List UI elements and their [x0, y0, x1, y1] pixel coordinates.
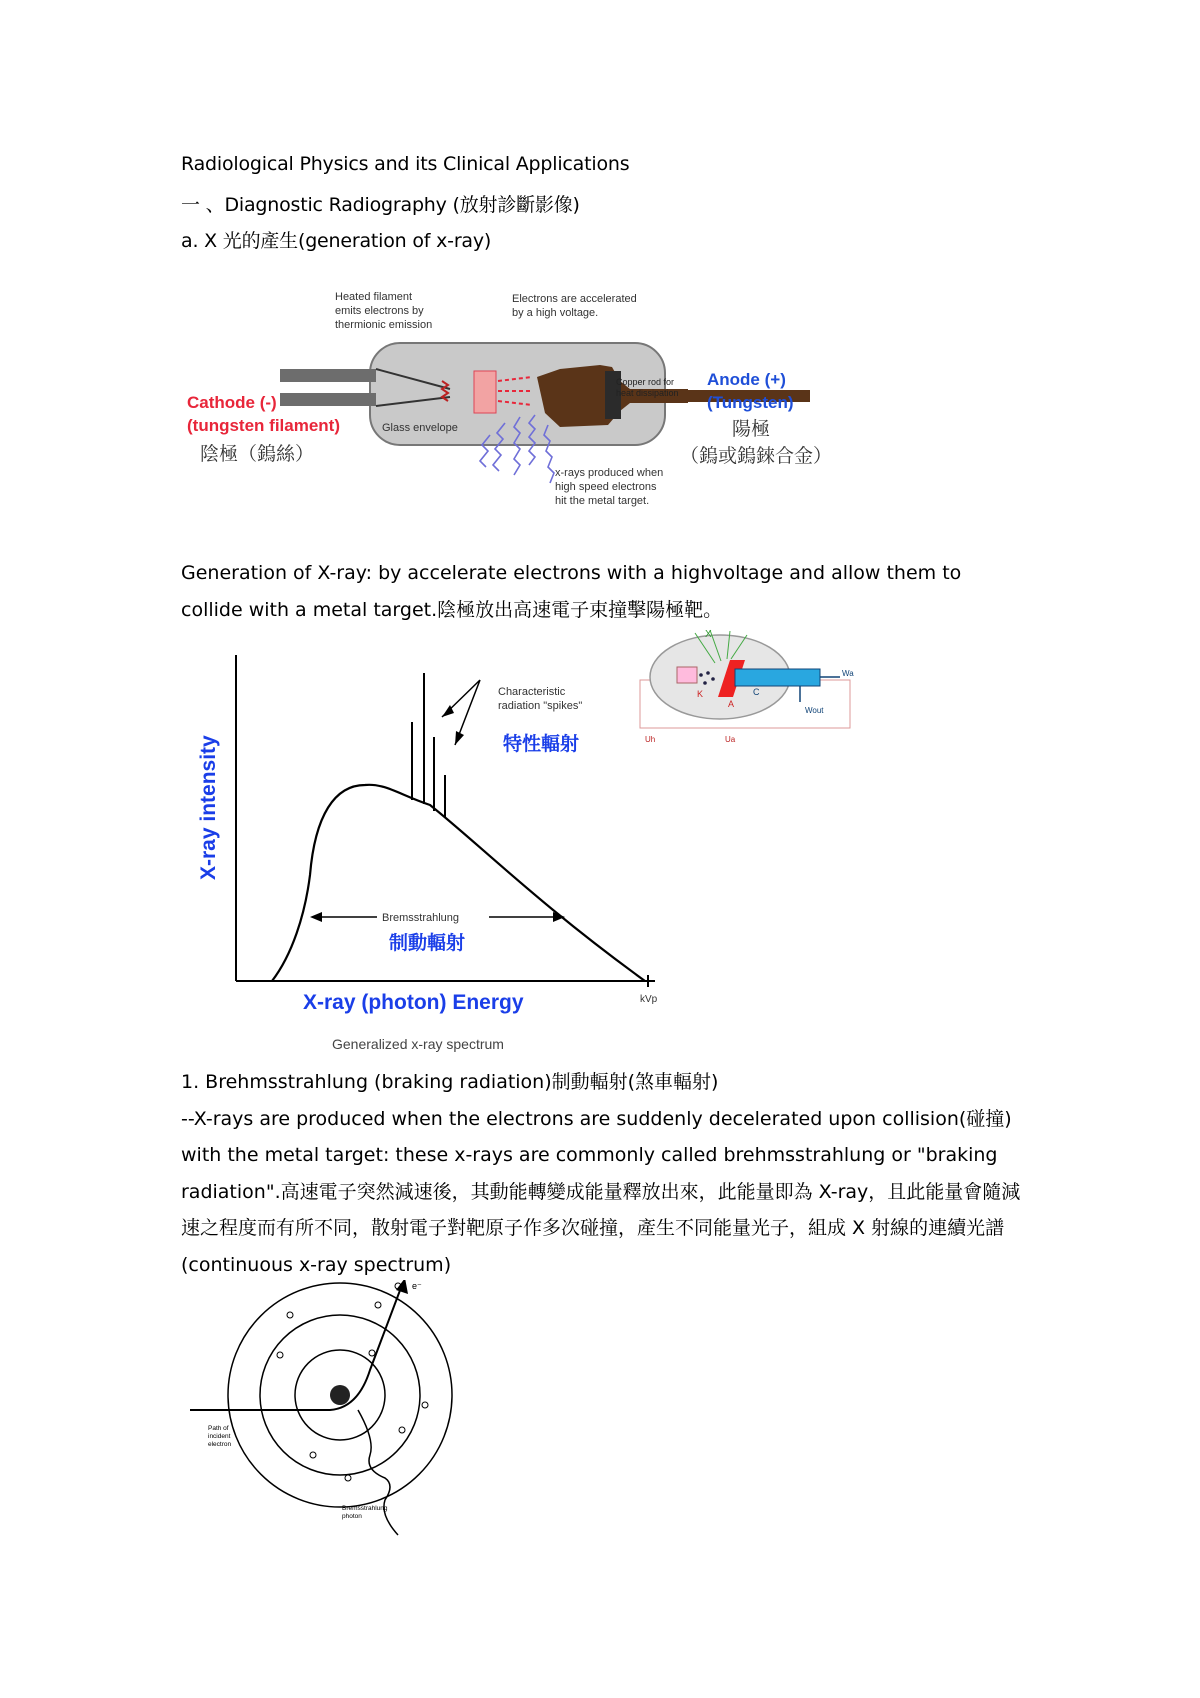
small-tube-schematic — [635, 625, 875, 755]
xrays-produced-label-2: high speed electrons — [555, 481, 657, 493]
bremsstrahlung-section — [181, 1064, 1021, 1283]
nucleus — [330, 1385, 350, 1405]
heated-filament-label-2: emits electrons by — [335, 305, 424, 317]
anode-cn-label-1: 陽極 — [732, 418, 771, 440]
incident-label-2: incident — [208, 1433, 231, 1440]
characteristic-spikes — [412, 673, 445, 817]
x-label-small: X — [705, 629, 712, 640]
xray-spectrum-figure — [180, 625, 680, 1065]
cathode-label-1: Cathode (-) — [187, 393, 277, 412]
bremsstrahlung-cn-label: 制動輻射 — [389, 932, 466, 954]
kvp-label: kVp — [640, 994, 658, 1005]
x-axis-label: X-ray (photon) Energy — [303, 991, 524, 1014]
subsection-heading: a. X 光的產生(generation of x-ray) — [181, 230, 492, 252]
bremsstrahlung-label: Bremsstrahlung — [382, 912, 460, 924]
wa-label-small: Wa — [842, 669, 854, 678]
incident-label-1: Path of — [208, 1425, 229, 1432]
characteristic-label-1: Characteristic — [498, 686, 566, 698]
cathode-label-2: (tungsten filament) — [187, 416, 340, 435]
wout-label-small: Wout — [805, 706, 824, 715]
electron-out-label: e⁻ — [412, 1281, 422, 1291]
spectrum-caption: Generalized x-ray spectrum — [332, 1036, 504, 1052]
characteristic-cn-label: 特性輻射 — [503, 733, 580, 755]
k-label-small: K — [697, 689, 704, 699]
copper-rod-label-1: Copper rod for — [616, 377, 675, 387]
section-heading: 一 、Diagnostic Radiography (放射診斷影像) — [181, 194, 580, 216]
cathode-cn-label: 陰極（鎢絲） — [200, 443, 315, 465]
copper-rod-label-2: heat dissipation — [616, 388, 679, 398]
generation-line-1: Generation of X-ray: by accelerate electrons with a highvoltage and allow them to — [181, 562, 962, 584]
photon-label-1: Bremsstrahlung — [342, 1505, 388, 1512]
document-title: Radiological Physics and its Clinical Applications — [181, 153, 630, 175]
bremsstrahlung-heading: 1. Brehmsstrahlung (braking radiation)制動輻射(煞車輻射) — [181, 1071, 719, 1093]
cathode-rod-top — [280, 369, 376, 382]
bremsstrahlung-body: --X-rays are produced when the electrons are suddenly decelerated upon collision(碰撞) with the metal target: these x-rays are commonly called brehmsstrahlung or "braking radiation".高速電子突然減速後，其動能轉變成能量釋放出來，此能量即為 X-ray，且此能量會隨減速之程度而有所不同，散射電子對靶原子作多次碰撞，產生不同能量光子，組成 X 射線的連續光譜(continuous x-ray spectrum) — [181, 1107, 1021, 1276]
anode-label-2: (Tungsten) — [707, 393, 794, 412]
y-axis-label: X-ray intensity — [197, 735, 220, 880]
xray-tube-figure — [180, 285, 880, 525]
uh-label-small: Uh — [645, 735, 656, 744]
electrons-accel-label-1: Electrons are accelerated — [512, 293, 637, 305]
anode-label-1: Anode (+) — [707, 370, 786, 389]
ua-label-small: Ua — [725, 735, 736, 744]
xrays-produced-label-3: hit the metal target. — [555, 495, 650, 507]
generation-line-2: collide with a metal target.陰極放出高速電子束撞擊陽極靶。 — [181, 598, 723, 621]
heated-filament-label-1: Heated filament — [335, 291, 413, 303]
glass-envelope-label: Glass envelope — [382, 422, 458, 434]
photon-label-2: photon — [342, 1513, 362, 1520]
a-label-small: A — [728, 699, 735, 709]
heated-filament-label-3: thermionic emission — [335, 319, 433, 331]
incident-label-3: electron — [208, 1441, 232, 1448]
copper-rod-small — [735, 669, 820, 686]
c-label-small: C — [753, 687, 760, 697]
filament-cup — [474, 371, 496, 413]
electrons-accel-label-2: by a high voltage. — [512, 307, 599, 319]
anode-cn-label-2: （鎢或鎢錸合金） — [680, 445, 833, 467]
atom-diagram — [180, 1280, 480, 1540]
characteristic-label-2: radiation "spikes" — [498, 700, 583, 712]
generation-paragraph — [181, 555, 1021, 628]
xrays-produced-label-1: x-rays produced when — [555, 467, 664, 479]
cathode-rod-bottom — [280, 393, 376, 406]
